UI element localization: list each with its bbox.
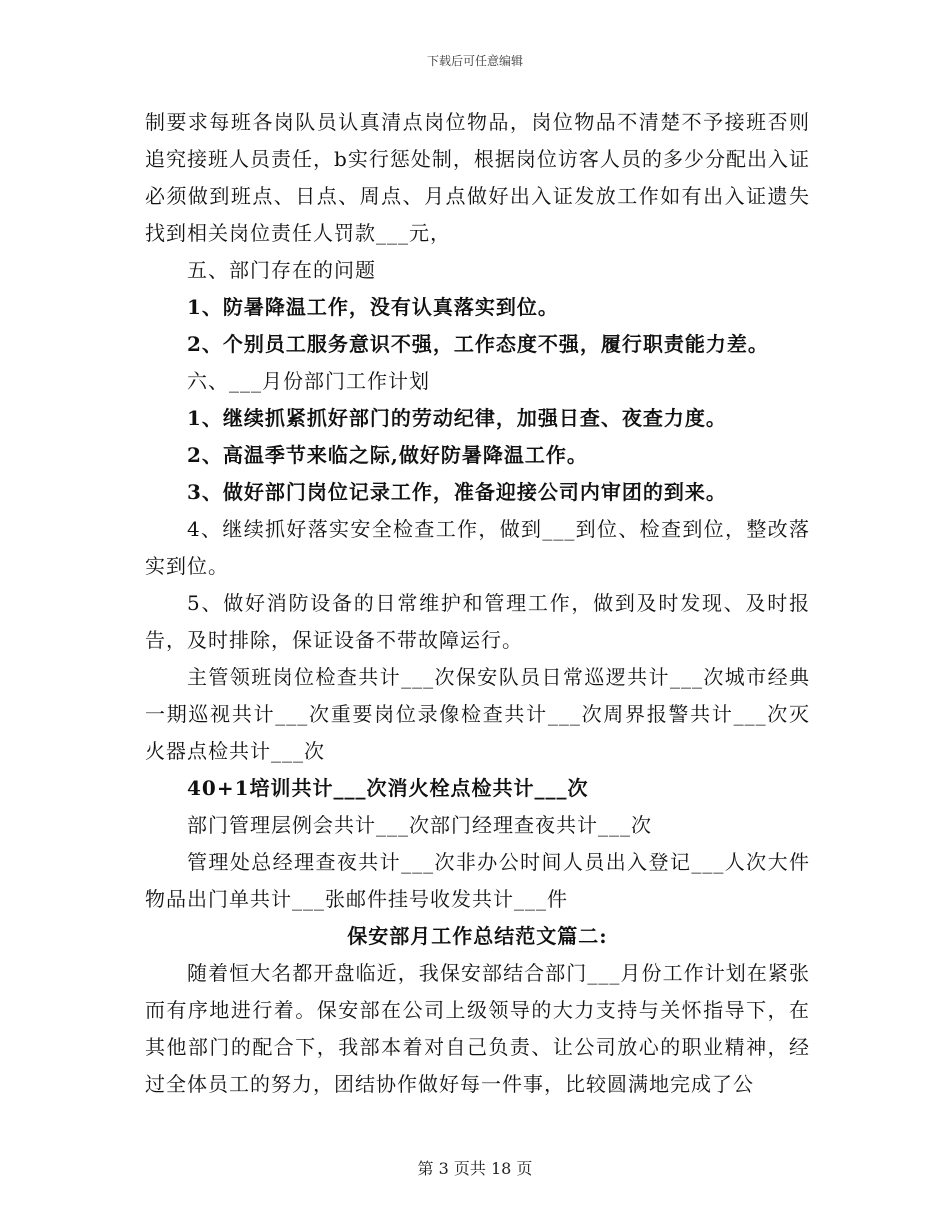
stats-paragraph-4: 管理处总经理查夜共计___次非办公时间人员出入登记___人次大件物品出门单共计___张邮件挂号收发共计___件 [145,850,810,911]
plan-item-1: 1、继续抓紧抓好部门的劳动纪律，加强日查、夜查力度。 [187,406,727,430]
plan-item-4: 4、继续抓好落实安全检查工作，做到___到位、检查到位，整改落实到位。 [145,517,810,578]
stats-paragraph-3: 部门管理层例会共计___次部门经理查夜共计___次 [187,813,652,837]
problem-item-1: 1、防暑降温工作，没有认真落实到位。 [187,295,559,319]
article-intro-paragraph: 随着恒大名都开盘临近，我保安部结合部门___月份工作计划在紧张而有序地进行着。保安部在公司上级领导的大力支持与关怀指导下，在其他部门的配合下，我部本着对自己负责、让公司放心的职业精神，经过全体员工的努力，团结协作做好每一件事，比较圆满地完成了公 [145,961,810,1096]
stats-paragraph-2: 40+1培训共计___次消火栓点检共计___次 [187,776,589,800]
plan-item-2: 2、高温季节来临之际,做好防暑降温工作。 [187,443,588,467]
paragraph-continuation: 制要求每班各岗队员认真清点岗位物品，岗位物品不清楚不予接班否则追究接班人员责任，b实行惩处制，根据岗位访客人员的多少分配出入证必须做到班点、日点、周点、月点做好出入证发放工作如有出入证遗失找到相关岗位责任人罚款___元， [145,110,810,245]
page-header: 下载后可任意编辑 [426,54,523,68]
document-body [145,104,810,1103]
stats-paragraph-1: 主管领班岗位检查共计___次保安队员日常巡逻共计___次城市经典一期巡视共计___次重要岗位录像检查共计___次周界报警共计___次灭火器点检共计___次 [145,665,810,763]
problem-item-2: 2、个别员工服务意识不强，工作态度不强，履行职责能力差。 [187,332,769,356]
section-heading-problems: 五、部门存在的问题 [187,258,376,282]
article-title: 保安部月工作总结范文篇二: [347,924,608,948]
plan-item-5: 5、做好消防设备的日常维护和管理工作，做到及时发现、及时报告，及时排除，保证设备不带故障运行。 [145,591,810,652]
page-number-footer: 第 3 页共 18 页 [417,1159,533,1178]
section-heading-plan: 六、___月份部门工作计划 [187,369,430,393]
plan-item-3: 3、做好部门岗位记录工作，准备迎接公司内审团的到来。 [187,480,727,504]
